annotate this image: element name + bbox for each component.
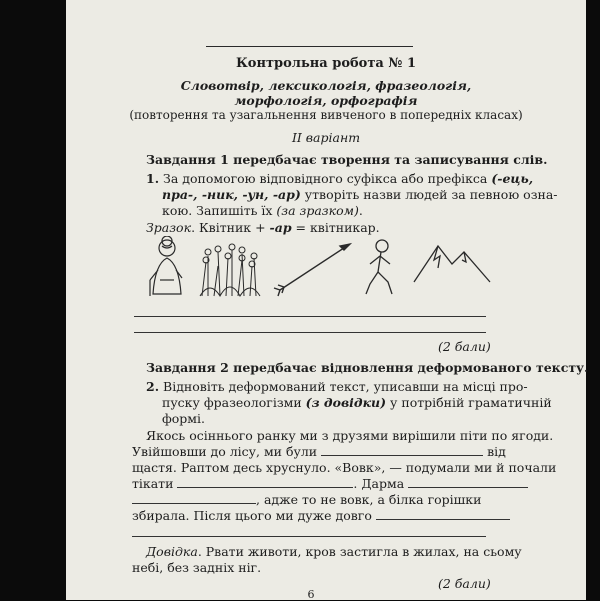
task1-suffix-list-b: пра-, -ник, -ун, -ар) <box>162 187 301 202</box>
task2-instruction-1 <box>146 379 528 394</box>
task1-line-1 <box>146 171 533 186</box>
reference-label: Довідка <box>146 544 198 559</box>
task2-from-reference: (з довідки) <box>305 395 387 410</box>
grandmother-icon <box>138 236 196 298</box>
task1-line-3 <box>162 203 363 218</box>
answer-line-2[interactable] <box>134 332 486 333</box>
arrow-icon <box>270 236 360 298</box>
task1-line3-end: . <box>358 203 363 218</box>
subtitle-line-1: Словотвір, лексикологія, фразеологія, <box>180 78 472 93</box>
task2-instruction-2 <box>162 395 552 410</box>
text-line-6 <box>132 508 510 523</box>
example-result: = квітникар. <box>291 220 380 235</box>
task1-line1-text: За допомогою відповідного суфікса або префікса <box>163 171 492 186</box>
runner-icon <box>356 238 406 298</box>
task1-by-sample: (за зразком) <box>276 203 359 218</box>
reference-text-1: . Рвати животи, кров застигла в жилах, на сьому <box>197 544 522 559</box>
top-rule <box>206 46 413 47</box>
text2-start: Увійшовши до лісу, ми були <box>132 444 318 459</box>
workbook-page <box>66 0 589 601</box>
subtitle-line-3: (повторення та узагальнення вивченого в попередніх класах) <box>129 108 523 122</box>
text-line-3: щастя. Раптом десь хруснуло. «Вовк», — подумали ми й почали <box>132 460 557 475</box>
subtitle-line-2: морфологія, орфографія <box>234 93 418 108</box>
task1-heading: Завдання 1 передбачає творення та записування слів. <box>146 152 548 167</box>
text4-start: тікати <box>132 476 174 491</box>
task2-instruction-3: формі. <box>162 411 206 426</box>
task2-number: 2. <box>146 379 160 394</box>
task2-instr2-end: у потрібній граматичній <box>386 395 552 410</box>
task2-points: (2 бали) <box>438 576 491 591</box>
task1-points: (2 бали) <box>438 339 491 354</box>
task2-heading: Завдання 2 передбачає відновлення деформованого тексту. <box>146 360 589 375</box>
example-suffix: -ар <box>269 220 292 235</box>
blank-4[interactable] <box>132 493 256 504</box>
answer-line-3[interactable] <box>132 536 486 537</box>
mountains-icon <box>412 238 492 284</box>
task1-number: 1. <box>146 171 160 186</box>
blank-3[interactable] <box>408 477 528 488</box>
page-number: 6 <box>307 588 315 601</box>
page-title: Контрольна робота № 1 <box>235 56 417 71</box>
flowers-icon <box>198 238 262 298</box>
blank-1[interactable] <box>321 445 483 456</box>
task1-example <box>146 220 380 235</box>
task1-line3-text: кою. Запишіть їх <box>162 203 277 218</box>
text-line-1: Якось осіннього ранку ми з друзями вирішили піти по ягоди. <box>146 428 554 443</box>
example-text: . Квітник + <box>191 220 270 235</box>
example-label: Зразок <box>146 220 192 235</box>
text-line-4 <box>132 476 528 491</box>
reference-line-2: небі, без задніх ніг. <box>132 560 262 575</box>
text5: , адже то не вовк, а білка горішки <box>256 492 482 507</box>
blank-2[interactable] <box>177 477 353 488</box>
reference-line-1 <box>146 544 522 559</box>
task1-suffix-list-a: (-ець, <box>491 171 534 186</box>
task2-instr1-text: Відновіть деформований текст, уписавши на місці про- <box>163 379 528 394</box>
text-line-2 <box>132 444 506 459</box>
text6: збирала. Після цього ми дуже довго <box>132 508 372 523</box>
variant-label: ІІ варіант <box>291 130 361 145</box>
task1-line2-text: утворіть назви людей за певною озна- <box>300 187 558 202</box>
answer-line-1[interactable] <box>134 316 486 317</box>
text4-end: . Дарма <box>353 476 405 491</box>
task2-instr2-text: пуску фразеологізми <box>162 395 306 410</box>
text2-end: від <box>487 444 506 459</box>
blank-5[interactable] <box>376 509 510 520</box>
task1-line-2 <box>162 187 558 202</box>
text-line-5 <box>132 492 481 507</box>
